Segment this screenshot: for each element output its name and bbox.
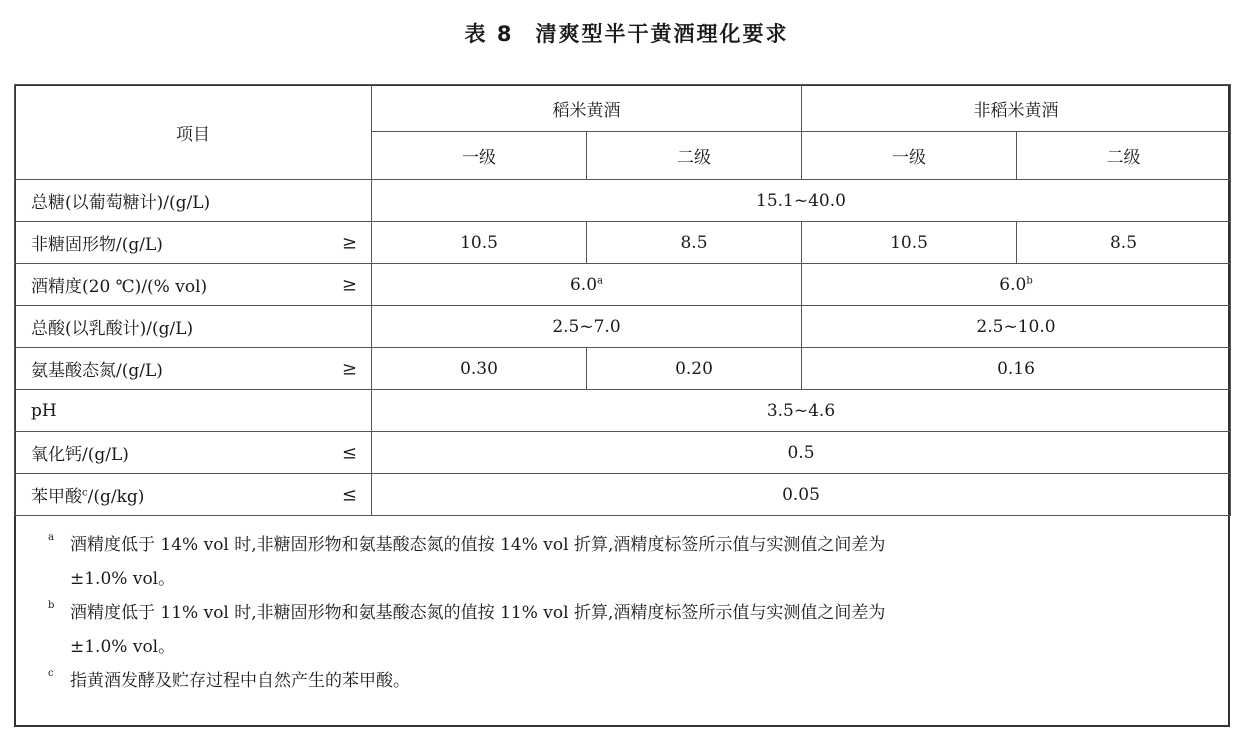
- cell-value: 8.5: [1017, 222, 1231, 264]
- header-item: 项目: [15, 85, 372, 180]
- footnote: [48, 596, 1220, 664]
- table-row: [15, 264, 1231, 306]
- cell-value-text: 6.0: [999, 274, 1027, 295]
- row-label-text: pH: [31, 400, 57, 421]
- comparison-symbol: ≥: [341, 232, 357, 253]
- row-label-unit: /(g/kg): [87, 487, 145, 507]
- table-row: [15, 432, 1231, 474]
- footnote-mark: a: [48, 532, 54, 543]
- requirements-table: [14, 84, 1231, 516]
- header-grade2-rice: 二级: [587, 132, 802, 180]
- footnote-text: 指黄酒发酵及贮存过程中自然产生的苯甲酸。: [70, 671, 410, 691]
- table-row: [15, 474, 1231, 516]
- header-grade2-nonrice: 二级: [1017, 132, 1231, 180]
- comparison-symbol: ≤: [341, 442, 357, 463]
- cell-value: 2.5~10.0: [802, 306, 1231, 348]
- comparison-symbol: ≥: [341, 274, 357, 295]
- row-label: [15, 432, 372, 474]
- row-label: [15, 306, 372, 348]
- header-row-groups: [15, 85, 1231, 132]
- footnote-text: 酒精度低于 11% vol 时,非糖固形物和氨基酸态氮的值按 11% vol 折算,酒精度标签所示值与实测值之间差为: [70, 603, 886, 623]
- footnote: [48, 664, 1220, 698]
- row-label-text: 总糖(以葡萄糖计)/(g/L): [31, 193, 211, 213]
- table-row: [15, 222, 1231, 264]
- cell-value: 0.5: [372, 432, 1231, 474]
- comparison-symbol: ≤: [341, 484, 357, 505]
- cell-value-text: 6.0: [569, 274, 598, 295]
- row-label-text: 酒精度(20 ℃)/(% vol): [31, 277, 208, 297]
- table-row: [15, 180, 1231, 222]
- footnote-text: 酒精度低于 14% vol 时,非糖固形物和氨基酸态氮的值按 14% vol 折算,酒精度标签所示值与实测值之间差为: [70, 535, 886, 555]
- row-label: [15, 474, 372, 516]
- row-label-text: 氨基酸态氮/(g/L): [31, 361, 163, 381]
- row-label: [15, 180, 372, 222]
- row-label: [15, 390, 372, 432]
- footnote-text-cont: ±1.0% vol。: [70, 637, 176, 657]
- comparison-symbol: ≥: [341, 358, 357, 379]
- header-group-rice: 稻米黄酒: [372, 85, 802, 132]
- cell-value: [802, 264, 1231, 306]
- row-label: [15, 348, 372, 390]
- row-label: [15, 222, 372, 264]
- row-label-text: 苯甲酸: [31, 487, 82, 507]
- footnotes: [48, 528, 1220, 698]
- cell-value: 0.16: [802, 348, 1231, 390]
- cell-value: 8.5: [587, 222, 802, 264]
- row-label-text: 氧化钙/(g/L): [31, 445, 129, 465]
- table-caption: 清爽型半干黄酒理化要求: [535, 22, 789, 46]
- footnote-ref: b: [1026, 274, 1033, 286]
- header-grade1-nonrice: 一级: [802, 132, 1017, 180]
- cell-value: 10.5: [802, 222, 1017, 264]
- cell-value: 0.05: [372, 474, 1231, 516]
- row-label-text: 总酸(以乳酸计)/(g/L): [31, 319, 194, 339]
- footnote-mark: c: [48, 668, 54, 679]
- table-title: [0, 18, 1245, 48]
- header-group-nonrice: 非稻米黄酒: [802, 85, 1231, 132]
- footnote-ref: a: [597, 274, 603, 286]
- cell-value: 0.20: [587, 348, 802, 390]
- footnote-mark: b: [48, 600, 55, 611]
- row-label-text: 非糖固形物/(g/L): [31, 235, 163, 255]
- cell-value: 0.30: [372, 348, 587, 390]
- table-row: [15, 390, 1231, 432]
- cell-value: [372, 264, 802, 306]
- cell-value: 10.5: [372, 222, 587, 264]
- cell-value: 2.5~7.0: [372, 306, 802, 348]
- footnote-text-cont: ±1.0% vol。: [70, 569, 176, 589]
- footnote: [48, 528, 1220, 596]
- footnote-ref: c: [82, 487, 88, 499]
- table-number: 表 8: [464, 22, 514, 46]
- header-grade1-rice: 一级: [372, 132, 587, 180]
- cell-value: 15.1~40.0: [372, 180, 1231, 222]
- table-row: [15, 348, 1231, 390]
- table-row: [15, 306, 1231, 348]
- row-label: [15, 264, 372, 306]
- cell-value: 3.5~4.6: [372, 390, 1231, 432]
